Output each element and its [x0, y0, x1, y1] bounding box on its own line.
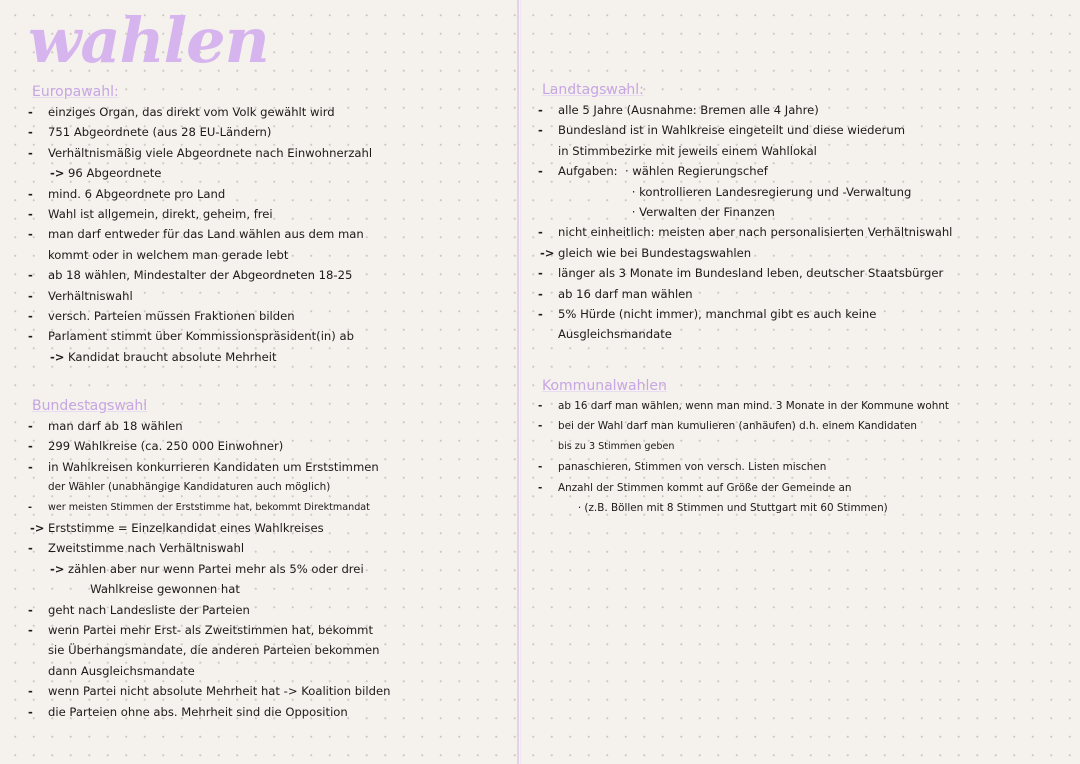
list-item — [538, 498, 1068, 518]
list-item — [28, 347, 508, 367]
list-item-text: Verhältniswahl — [48, 288, 133, 303]
dash-bullet: - — [538, 164, 543, 179]
list-item-text: ab 18 wählen, Mindestalter der Abgeordneten 18-25 — [48, 268, 353, 283]
dash-bullet: - — [538, 123, 543, 138]
list-europawahl — [28, 102, 508, 367]
list-item — [538, 263, 1068, 283]
dash-bullet: - — [28, 309, 33, 324]
list-item — [538, 457, 1068, 477]
dash-bullet: - — [28, 623, 33, 638]
list-item-text: · (z.B. Böllen mit 8 Stimmen und Stuttgart mit 60 Stimmen) — [558, 502, 888, 515]
list-bundestagswahl — [28, 416, 508, 722]
dash-bullet: - — [28, 419, 33, 433]
list-item-text: man darf entweder für das Land wählen aus dem man — [48, 227, 364, 242]
dash-bullet: - — [28, 227, 33, 242]
dash-bullet: - — [28, 105, 33, 119]
list-item-text: panaschieren, Stimmen von versch. Listen mischen — [558, 461, 827, 474]
dash-bullet: - — [538, 481, 543, 494]
list-item-text: versch. Parteien müssen Fraktionen bilden — [48, 309, 295, 324]
list-item-text: einziges Organ, das direkt vom Volk gewählt wird — [48, 105, 335, 119]
heading-landtagswahl: Landtagswahl: — [542, 82, 644, 98]
list-item — [538, 120, 1068, 140]
page-title: wahlen — [28, 4, 269, 77]
list-item-text: Erststimme = Einzelkandidat eines Wahlkreises — [48, 521, 324, 536]
section-kommunalwahlen — [538, 378, 1068, 518]
arrow-bullet: -> — [50, 561, 65, 576]
list-item-text: kommt oder in welchem man gerade lebt — [48, 247, 289, 262]
list-item-text: Aufgaben: · wählen Regierungschef — [558, 164, 768, 179]
list-item — [538, 243, 1068, 263]
list-item-text: bei der Wahl darf man kumulieren (anhäufen) d.h. einem Kandidaten — [558, 420, 917, 433]
page-divider-shadow — [520, 0, 521, 764]
list-item — [28, 600, 508, 620]
list-item-text: Verhältnismäßig viele Abgeordnete nach Einwohnerzahl — [48, 145, 373, 160]
list-item — [28, 245, 508, 265]
dash-bullet: - — [28, 541, 33, 556]
arrow-bullet: -> — [50, 166, 65, 181]
list-item — [28, 538, 508, 558]
list-item-text: wer meisten Stimmen der Erststimme hat, bekommt Direktmandat — [48, 501, 370, 513]
list-item-text: alle 5 Jahre (Ausnahme: Bremen alle 4 Jahre) — [558, 103, 819, 117]
dash-bullet: - — [28, 439, 33, 454]
arrow-bullet: -> — [50, 349, 65, 364]
dash-bullet: - — [28, 704, 33, 719]
dash-bullet: - — [28, 268, 33, 283]
dash-bullet: - — [538, 420, 543, 433]
list-item — [28, 457, 508, 477]
list-landtagswahl — [538, 100, 1068, 345]
list-item — [28, 143, 508, 163]
list-item — [538, 478, 1068, 498]
dash-bullet: - — [28, 145, 33, 160]
list-item — [28, 204, 508, 224]
list-item — [28, 306, 508, 326]
list-item — [538, 304, 1068, 324]
list-item — [28, 640, 508, 660]
list-item-text: ab 16 darf man wählen — [558, 286, 693, 301]
dash-bullet: - — [28, 602, 33, 617]
list-item-text: der Wähler (unabhängige Kandidaturen auch möglich) — [48, 481, 331, 494]
list-item — [538, 284, 1068, 304]
dash-bullet: - — [538, 225, 543, 240]
list-item-text: Wahl ist allgemein, direkt, geheim, frei — [48, 207, 273, 222]
list-item-text: · Verwalten der Finanzen — [558, 205, 775, 220]
list-item-text: wenn Partei mehr Erst- als Zweitstimmen hat, bekommt — [48, 623, 374, 638]
list-item-text: Bundesland ist in Wahlkreise eingeteilt und diese wiederum — [558, 123, 906, 138]
list-item — [28, 122, 508, 142]
list-item-text: Wahlkreise gewonnen hat — [68, 582, 240, 597]
list-item-text: in Wahlkreisen konkurrieren Kandidaten um Erststimmen — [48, 459, 379, 474]
list-item — [28, 661, 508, 681]
arrow-bullet: -> — [30, 521, 45, 536]
dash-bullet: - — [28, 125, 33, 140]
list-item — [28, 477, 508, 497]
list-item — [538, 324, 1068, 344]
list-item-text: zählen aber nur wenn Partei mehr als 5% oder drei — [68, 561, 364, 576]
list-item-text: 299 Wahlkreise (ca. 250 000 Einwohner) — [48, 439, 284, 454]
dash-bullet: - — [538, 266, 543, 281]
list-item — [28, 620, 508, 640]
dash-bullet: - — [538, 307, 543, 322]
list-item — [538, 222, 1068, 242]
dash-bullet: - — [28, 288, 33, 303]
dash-bullet: - — [538, 286, 543, 301]
dash-bullet: - — [28, 459, 33, 474]
arrow-bullet: -> — [540, 245, 555, 260]
list-item — [28, 102, 508, 122]
list-item-text: ab 16 darf man wählen, wenn man mind. 3 Monate in der Kommune wohnt — [558, 400, 949, 412]
page-divider — [517, 0, 519, 764]
list-item — [28, 436, 508, 456]
list-item-text: 96 Abgeordnete — [68, 166, 162, 181]
list-item-text: in Stimmbezirke mit jeweils einem Wahllokal — [558, 143, 817, 158]
list-item — [28, 416, 508, 436]
dash-bullet: - — [538, 103, 543, 117]
dash-bullet: - — [28, 684, 33, 699]
list-item — [28, 163, 508, 183]
dash-bullet: - — [538, 461, 543, 474]
list-item-text: bis zu 3 Stimmen geben — [558, 440, 675, 452]
heading-kommunalwahlen: Kommunalwahlen — [542, 378, 667, 394]
list-item — [538, 202, 1068, 222]
list-item-text: Parlament stimmt über Kommissionspräsident(in) ab — [48, 329, 354, 344]
list-item — [538, 416, 1068, 436]
list-item-text: länger als 3 Monate im Bundesland leben, deutscher Staatsbürger — [558, 266, 944, 281]
list-item-text: nicht einheitlich: meisten aber nach personalisierten Verhältniswahl — [558, 225, 953, 240]
list-item-text: mind. 6 Abgeordnete pro Land — [48, 186, 226, 201]
list-item — [538, 396, 1068, 416]
section-bundestagswahl — [28, 398, 508, 722]
list-item-text: dann Ausgleichsmandate — [48, 663, 195, 678]
heading-europawahl: Europawahl: — [32, 84, 119, 100]
list-item — [538, 141, 1068, 161]
list-item — [28, 326, 508, 346]
list-item — [28, 579, 508, 599]
list-item-text: Ausgleichsmandate — [558, 327, 672, 342]
list-item — [28, 184, 508, 204]
heading-bundestagswahl: Bundestagswahl — [32, 398, 148, 414]
list-item — [538, 161, 1068, 181]
list-item-text: gleich wie bei Bundestagswahlen — [558, 245, 752, 260]
list-item — [28, 286, 508, 306]
list-item-text: Anzahl der Stimmen kommt auf Größe der Gemeinde an — [558, 481, 852, 494]
section-landtagswahl — [538, 82, 1068, 345]
dash-bullet: - — [28, 329, 33, 344]
list-item-text: wenn Partei nicht absolute Mehrheit hat -> Koalition bilden — [48, 684, 391, 699]
list-item — [28, 265, 508, 285]
list-item — [28, 498, 508, 518]
list-item-text: · kontrollieren Landesregierung und -Verwaltung — [558, 184, 912, 199]
section-europawahl — [28, 84, 508, 367]
list-item-text: 751 Abgeordnete (aus 28 EU-Ländern) — [48, 125, 272, 140]
dash-bullet: - — [28, 186, 33, 201]
dash-bullet: - — [28, 501, 32, 513]
list-item-text: geht nach Landesliste der Parteien — [48, 602, 250, 617]
list-item — [28, 559, 508, 579]
dash-bullet: - — [28, 207, 33, 222]
list-item — [28, 681, 508, 701]
list-kommunalwahlen — [538, 396, 1068, 518]
list-item-text: man darf ab 18 wählen — [48, 419, 183, 433]
list-item — [28, 518, 508, 538]
list-item — [538, 437, 1068, 457]
list-item — [28, 224, 508, 244]
list-item — [538, 182, 1068, 202]
list-item-text: 5% Hürde (nicht immer), manchmal gibt es auch keine — [558, 307, 877, 322]
list-item — [538, 100, 1068, 120]
list-item-text: sie Überhangsmandate, die anderen Parteien bekommen — [48, 643, 380, 658]
list-item-text: Kandidat braucht absolute Mehrheit — [68, 349, 277, 364]
dash-bullet: - — [538, 400, 543, 412]
list-item-text: Zweitstimme nach Verhältniswahl — [48, 541, 245, 556]
list-item — [28, 702, 508, 722]
list-item-text: die Parteien ohne abs. Mehrheit sind die Opposition — [48, 704, 348, 719]
